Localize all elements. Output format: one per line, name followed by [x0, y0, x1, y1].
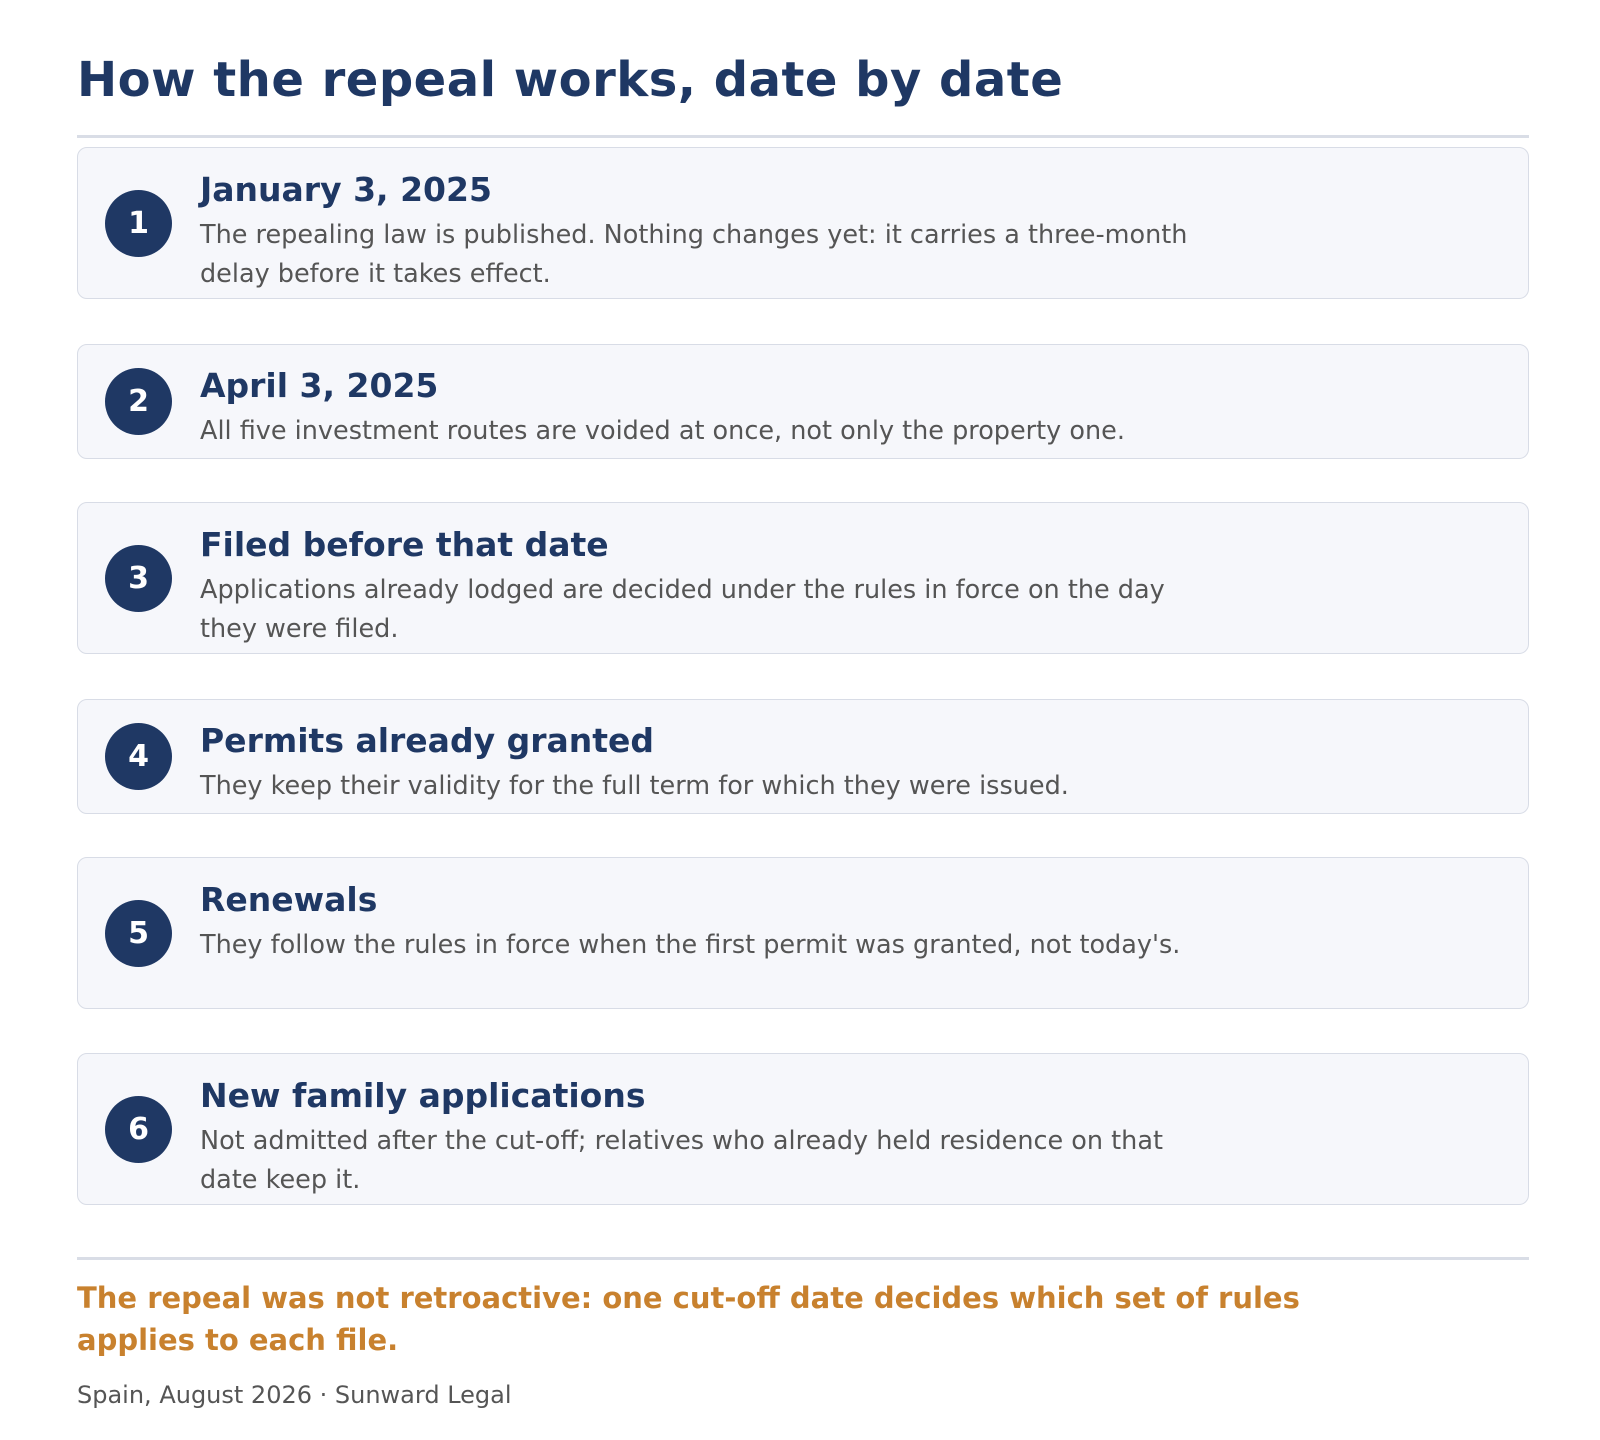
step-card [77, 857, 1529, 1009]
step-title: Permits already granted [200, 721, 655, 760]
step-description: All five investment routes are voided at once, not only the property one. [200, 416, 1125, 446]
step-number-badge: 2 [105, 368, 172, 435]
step-number-badge: 6 [105, 1096, 172, 1163]
page-title: How the repeal works, date by date [77, 52, 1064, 108]
step-number-badge: 1 [105, 190, 172, 257]
step-title: Renewals [200, 880, 378, 919]
step-card [77, 1053, 1529, 1205]
step-description: They keep their validity for the full term for which they were issued. [200, 771, 1069, 801]
bottom-divider [77, 1257, 1529, 1260]
step-title: April 3, 2025 [200, 366, 439, 405]
step-number-badge: 3 [105, 545, 172, 612]
step-card [77, 344, 1529, 459]
step-card [77, 502, 1529, 654]
step-description: The repealing law is published. Nothing changes yet: it carries a three-month delay before it takes effect. [200, 220, 1188, 289]
step-number-badge: 5 [105, 900, 172, 967]
key-takeaway: The repeal was not retroactive: one cut-off date decides which set of rules applies to each file. [77, 1281, 1300, 1357]
step-card [77, 699, 1529, 814]
step-title: New family applications [200, 1076, 646, 1115]
step-description: Applications already lodged are decided under the rules in force on the day they were filed. [200, 575, 1165, 644]
step-title: Filed before that date [200, 525, 609, 564]
step-title: January 3, 2025 [200, 170, 492, 209]
step-card [77, 147, 1529, 299]
top-divider [77, 135, 1529, 138]
step-number-badge: 4 [105, 723, 172, 790]
step-description: They follow the rules in force when the first permit was granted, not today's. [200, 930, 1181, 960]
footer-credit: Spain, August 2026 · Sunward Legal [77, 1381, 512, 1409]
step-description: Not admitted after the cut-off; relatives who already held residence on that date keep it. [200, 1126, 1163, 1195]
